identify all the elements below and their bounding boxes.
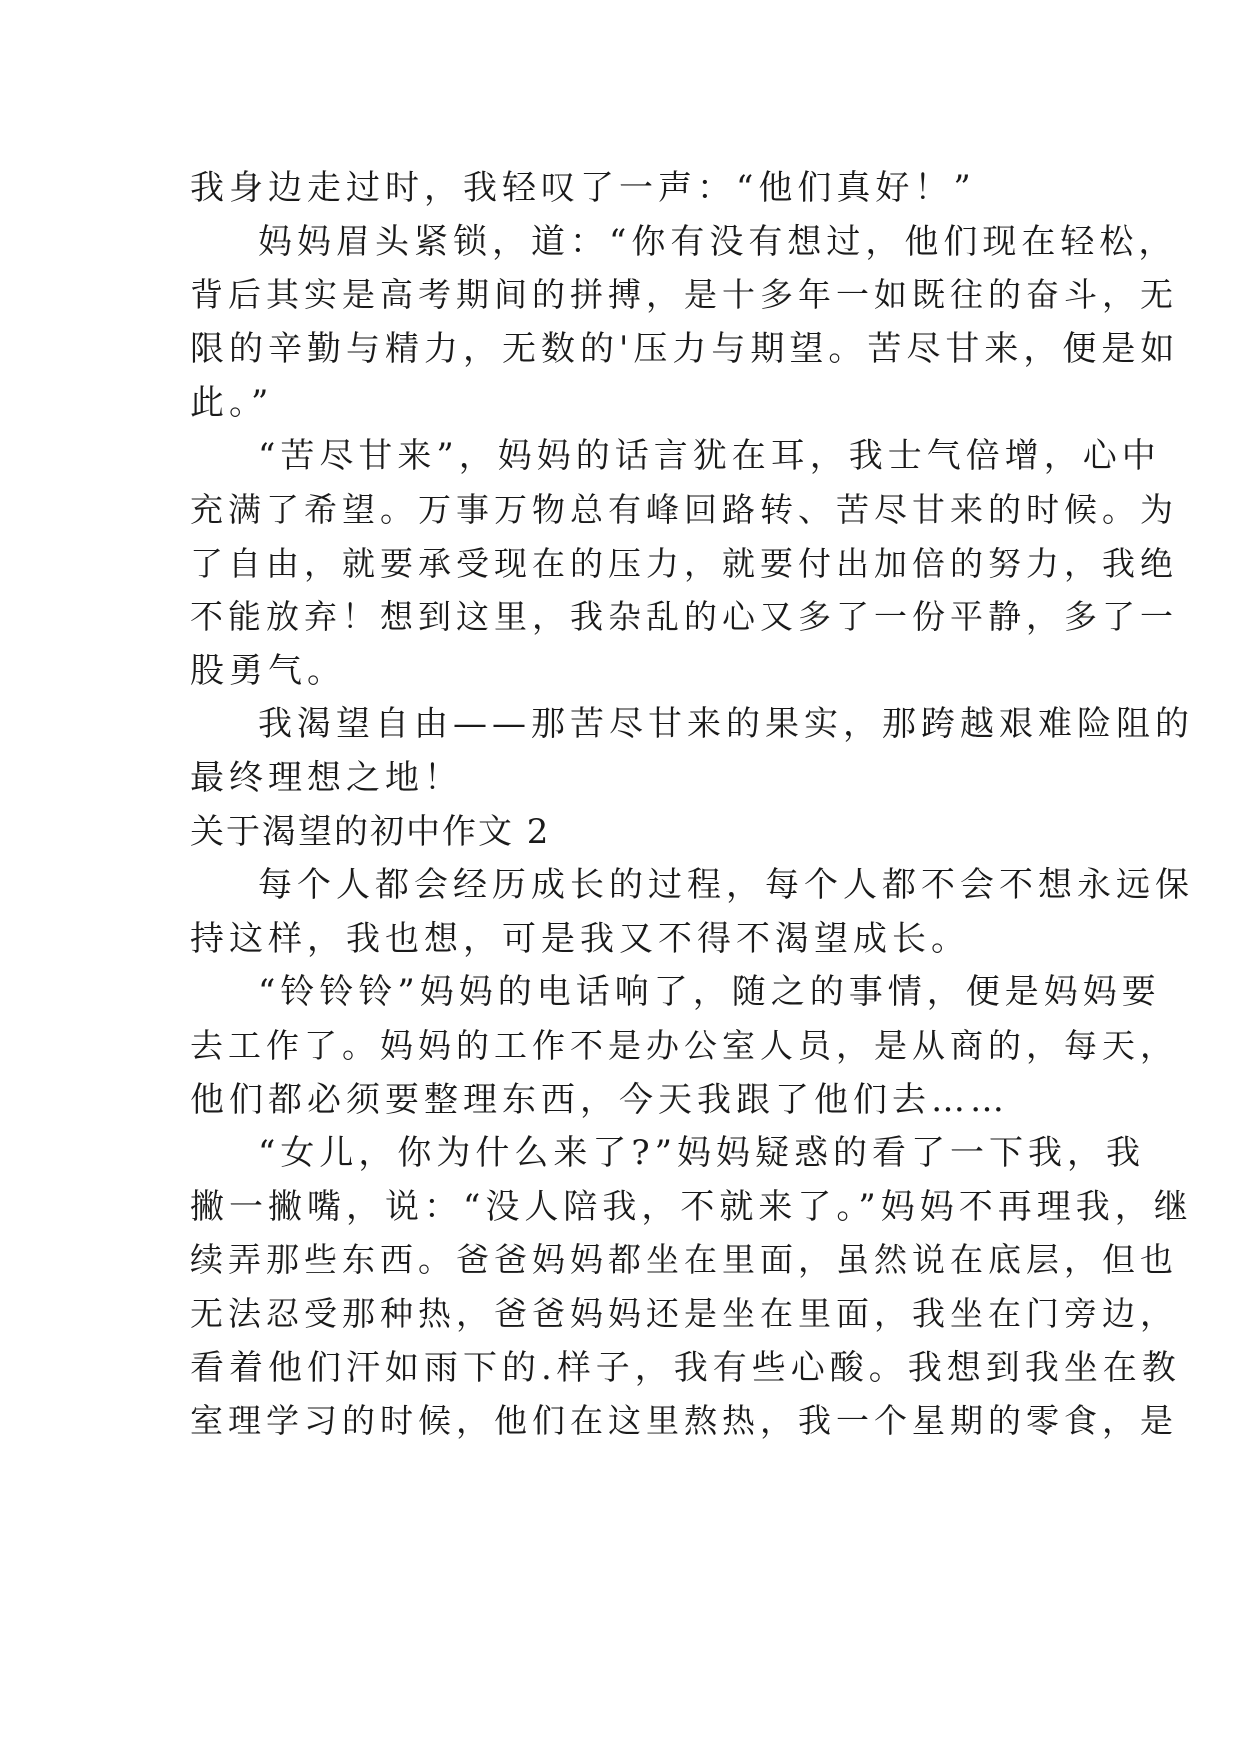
text-line: 他们都必须要整理东西，今天我跟了他们去…… (190, 1080, 1009, 1120)
paragraph-first-line: 我渴望自由——那苦尽甘来的果实，那跨越艰难险阻的 (258, 704, 1194, 744)
paragraph-first-line: “铃铃铃”妈妈的电话响了，随之的事情，便是妈妈要 (258, 972, 1161, 1012)
text-line: 续弄那些东西。爸爸妈妈都坐在里面，虽然说在底层，但也 (190, 1240, 1178, 1279)
text-line: 撇一撇嘴，说：“没人陪我，不就来了。”妈妈不再理我，继 (190, 1187, 1193, 1227)
section-heading: 关于渴望的初中作文 2 (190, 812, 551, 852)
text-line: 不能放弃！想到这里，我杂乱的心又多了一份平静，多了一 (190, 597, 1178, 636)
text-line: 去工作了。妈妈的工作不是办公室人员，是从商的，每天， (190, 1026, 1178, 1065)
text-line: 背后其实是高考期间的拼搏，是十多年一如既往的奋斗，无 (190, 275, 1178, 314)
text-line: 限的辛勤与精力，无数的'压力与期望。苦尽甘来，便是如 (190, 329, 1180, 369)
text-line: 了自由，就要承受现在的压力，就要付出加倍的努力，我绝 (190, 544, 1178, 583)
paragraph-first-line: “苦尽甘来”，妈妈的话言犹在耳，我士气倍增，心中 (258, 436, 1161, 476)
text-line: 此。” (190, 383, 274, 423)
text-line: 室理学习的时候，他们在这里熬热，我一个星期的零食，是 (190, 1401, 1178, 1440)
text-line: 股勇气。 (190, 651, 346, 691)
text-line: 持这样，我也想，可是我又不得不渴望成长。 (190, 919, 970, 959)
paragraph-first-line: 妈妈眉头紧锁，道：“你有没有想过，他们现在轻松， (258, 222, 1178, 262)
text-line: 充满了希望。万事万物总有峰回路转、苦尽甘来的时候。为 (190, 490, 1178, 529)
text-line: 无法忍受那种热，爸爸妈妈还是坐在里面，我坐在门旁边， (190, 1294, 1178, 1333)
text-line: 最终理想之地！ (190, 758, 463, 798)
paragraph-first-line: “女儿，你为什么来了?”妈妈疑惑的看了一下我，我 (258, 1133, 1145, 1173)
text-line: 我身边走过时，我轻叹了一声：“他们真好！” (190, 168, 976, 208)
paragraph-first-line: 每个人都会经历成长的过程，每个人都不会不想永远保 (258, 865, 1194, 905)
text-line: 看着他们汗如雨下的.样子，我有些心酸。我想到我坐在教 (190, 1348, 1181, 1388)
